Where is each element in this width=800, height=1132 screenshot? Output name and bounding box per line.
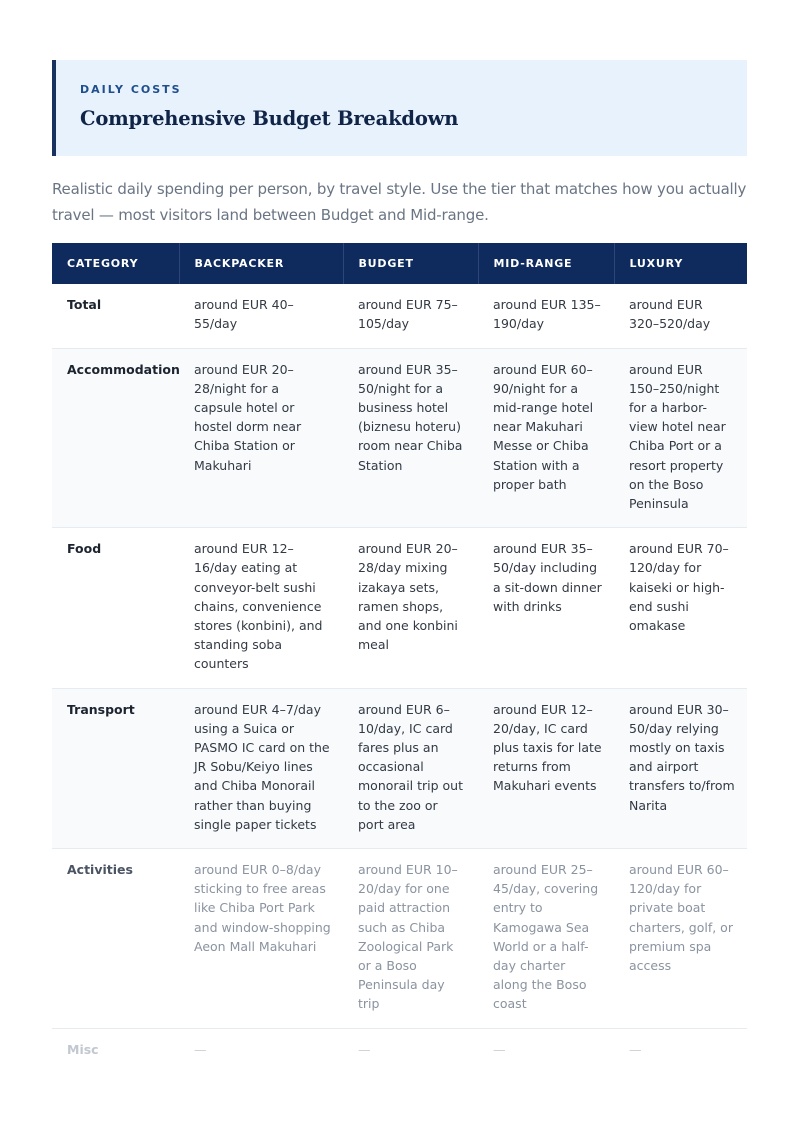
cell-backpacker: — [179, 1028, 343, 1073]
column-header-backpacker: BACKPACKER [179, 243, 343, 284]
cell-luxury: around EUR 60–120/day for private boat charters, golf, or premium spa access [614, 848, 747, 1028]
table-row [52, 1028, 747, 1073]
cell-budget: around EUR 20–28/day mixing izakaya sets, ramen shops, and one konbini meal [343, 528, 478, 688]
cell-backpacker: around EUR 12–16/day eating at conveyor-belt sushi chains, convenience stores (konbini), and standing soba counters [179, 528, 343, 688]
table-row [52, 848, 747, 1028]
table-row [52, 528, 747, 688]
cell-budget: — [343, 1028, 478, 1073]
column-header-midrange: MID-RANGE [478, 243, 614, 284]
section-eyebrow: DAILY COSTS [80, 83, 182, 96]
cell-backpacker: around EUR 4–7/day using a Suica or PASMO IC card on the JR Sobu/Keiyo lines and Chiba Monorail rather than buying single paper tickets [179, 688, 343, 848]
cell-luxury: around EUR 70–120/day for kaiseki or high-end sushi omakase [614, 528, 747, 688]
column-header-luxury: LUXURY [614, 243, 747, 284]
cell-midrange: around EUR 60–90/night for a mid-range hotel near Makuhari Messe or Chiba Station with a proper bath [478, 348, 614, 528]
cell-backpacker: around EUR 20–28/night for a capsule hotel or hostel dorm near Chiba Station or Makuhari [179, 348, 343, 528]
page [52, 60, 747, 1073]
row-category: Food [52, 528, 179, 688]
column-header-budget: BUDGET [343, 243, 478, 284]
row-category: Accommodation [52, 348, 179, 528]
table-row [52, 688, 747, 848]
cell-budget: around EUR 10–20/day for one paid attraction such as Chiba Zoological Park or a Boso Peninsula day trip [343, 848, 478, 1028]
cell-midrange: around EUR 135–190/day [478, 284, 614, 348]
cell-budget: around EUR 75–105/day [343, 284, 478, 348]
budget-table [52, 243, 747, 1073]
row-category: Misc [52, 1028, 179, 1073]
cell-budget: around EUR 35–50/night for a business hotel (biznesu hoteru) room near Chiba Station [343, 348, 478, 528]
column-header-category: CATEGORY [52, 243, 179, 284]
row-category: Activities [52, 848, 179, 1028]
cell-luxury: — [614, 1028, 747, 1073]
cell-backpacker: around EUR 40–55/day [179, 284, 343, 348]
cell-midrange: around EUR 35–50/day including a sit-down dinner with drinks [478, 528, 614, 688]
cell-luxury: around EUR 150–250/night for a harbor-view hotel near Chiba Port or a resort property on the Boso Peninsula [614, 348, 747, 528]
page-title: Comprehensive Budget Breakdown [80, 107, 459, 130]
cell-midrange: around EUR 25–45/day, covering entry to Kamogawa Sea World or a half-day charter along the Boso coast [478, 848, 614, 1028]
row-category: Transport [52, 688, 179, 848]
table-row [52, 348, 747, 528]
cell-midrange: — [478, 1028, 614, 1073]
row-category: Total [52, 284, 179, 348]
cell-budget: around EUR 6–10/day, IC card fares plus an occasional monorail trip out to the zoo or port area [343, 688, 478, 848]
table-header-row [52, 243, 747, 284]
cell-luxury: around EUR 30–50/day relying mostly on taxis and airport transfers to/from Narita [614, 688, 747, 848]
section-header [52, 60, 747, 156]
cell-midrange: around EUR 12–20/day, IC card plus taxis for late returns from Makuhari events [478, 688, 614, 848]
table-row [52, 284, 747, 348]
cell-luxury: around EUR 320–520/day [614, 284, 747, 348]
intro-paragraph: Realistic daily spending per person, by travel style. Use the tier that matches how you actually travel — most visitors land between Budget and Mid-range. [52, 180, 747, 224]
cell-backpacker: around EUR 0–8/day sticking to free areas like Chiba Port Park and window-shopping Aeon Mall Makuhari [179, 848, 343, 1028]
